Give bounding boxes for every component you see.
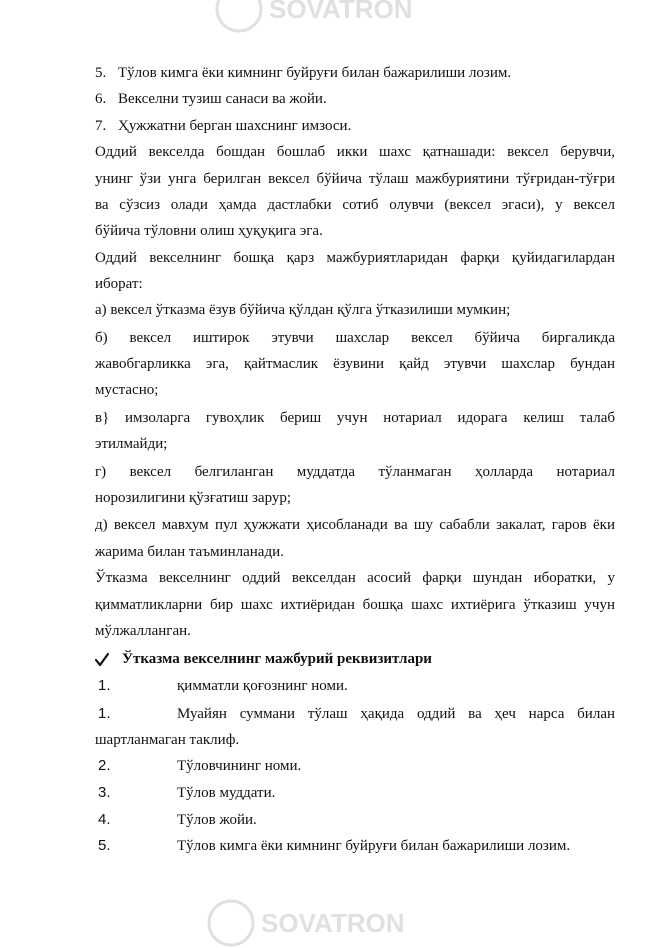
list-text: Тўловчининг номи. [177, 758, 302, 774]
watermark-text-top: SOVATRON [269, 0, 413, 24]
list-text: Тўлов кимга ёки кимнинг буйруғи билан бажарилиши лозим. [177, 838, 571, 854]
paragraph-line: қимматликларни бир шахс ихтиёридан бошқа шахс ихтиёрига ўтказиш учун [95, 597, 615, 613]
list-number: 7. [95, 118, 107, 134]
watermark-text-bottom: SOVATRON [261, 908, 405, 938]
paragraph-line: иборат: [95, 276, 143, 292]
list-number: 2. [98, 757, 111, 774]
paragraph-line: д) вексел мавхум пул ҳужжати ҳисобланади ва шу сабабли закалат, гаров ёки [95, 517, 615, 533]
paragraph-line: мўлжалланган. [95, 623, 191, 639]
paragraph-line: мустасно; [95, 382, 159, 398]
list-text: қимматли қоғознинг номи. [177, 678, 348, 694]
list-text: Тўлов кимга ёки кимнинг буйруғи билан бажарилиши лозим. [118, 65, 512, 81]
paragraph-line: г) вексел белгиланган муддатда тўланмаган ҳолларда нотариал [95, 464, 615, 480]
section-heading: Ўтказма векселнинг мажбурий реквизитлари [122, 651, 432, 667]
paragraph-line: этилмайди; [95, 436, 168, 452]
list-text: Ҳужжатни берган шахснинг имзоси. [118, 118, 352, 134]
list-text: Муайян суммани тўлаш ҳақида оддий ва ҳеч нарса билан [177, 706, 615, 722]
list-text: Тўлов муддати. [177, 785, 276, 801]
list-number: 6. [95, 91, 107, 107]
checkmark-icon [95, 652, 109, 668]
paragraph-line: Оддий векселда бошдан бошлаб икки шахс қатнашади: вексел берувчи, [95, 144, 615, 160]
watermark-logo-top [214, 0, 454, 34]
paragraph-line: жарима билан таъминланади. [95, 544, 284, 560]
paragraph-line: жавобгарликка эга, қайтмаслик ёзувини қайд этувчи шахслар бундан [95, 356, 615, 372]
list-number: 5. [95, 65, 107, 81]
paragraph-line: бўйича тўловни олиш ҳуқуқига эга. [95, 223, 323, 239]
paragraph-line: норозилигини қўзғатиш зарур; [95, 490, 292, 506]
paragraph-line: б) вексел иштирок этувчи шахслар вексел бўйича биргаликда [95, 330, 615, 346]
list-text: Тўлов жойи. [177, 812, 257, 828]
list-number: 4. [98, 811, 111, 828]
paragraph-line: ва сўзсиз олади ҳамда дастлабки сотиб олувчи (вексел эгаси), у вексел [95, 197, 615, 213]
paragraph-line: Ўтказма векселнинг оддий векселдан асосий фарқи шундан иборатки, у [95, 570, 615, 586]
list-item-continuation: шартланмаган таклиф. [95, 732, 240, 748]
paragraph-line: унинг ўзи унга берилган вексел бўйича тўлаш мажбуриятини тўғридан-тўғри [95, 171, 615, 187]
list-number: 5. [98, 837, 111, 854]
list-number: 1. [98, 677, 111, 694]
paragraph-line: а) вексел ўтказма ёзув бўйича қўлдан қўлга ўтказилиши мумкин; [95, 302, 511, 318]
watermark-logo-bottom [206, 898, 446, 948]
list-text: Векселни тузиш санаси ва жойи. [118, 91, 327, 107]
paragraph-line: в} имзоларга гувоҳлик бериш учун нотариал идорага келиш талаб [95, 410, 615, 426]
list-number: 1. [98, 705, 111, 722]
paragraph-line: Оддий векселнинг бошқа қарз мажбуриятларидан фарқи қуйидагилардан [95, 250, 615, 266]
list-number: 3. [98, 784, 111, 801]
